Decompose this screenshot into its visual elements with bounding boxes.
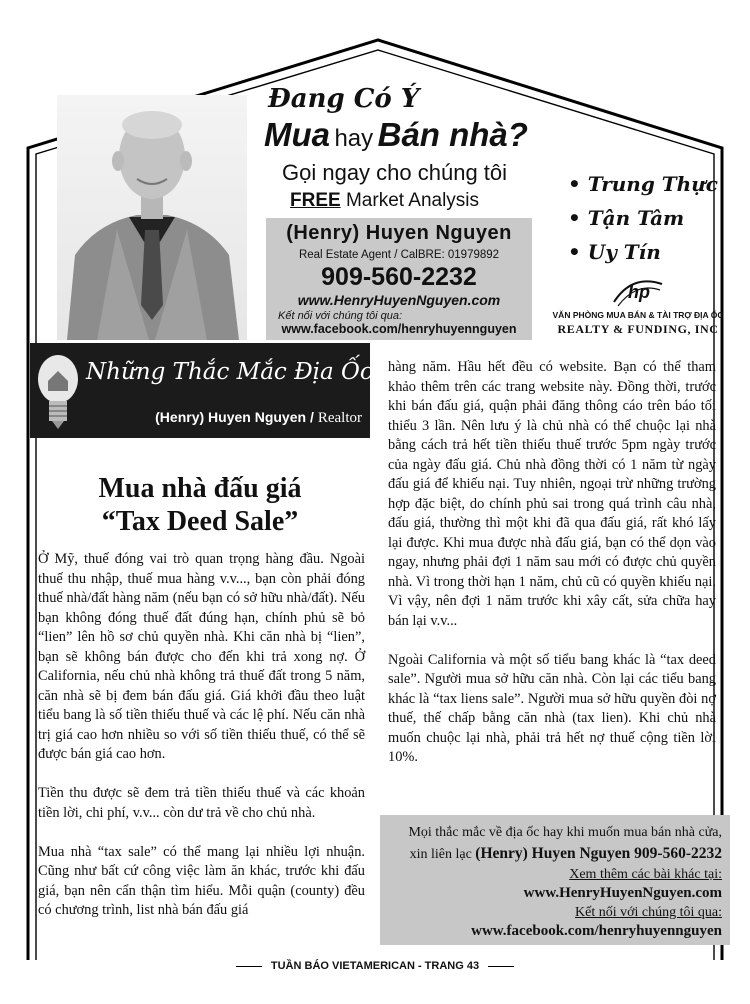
article-title-line2: “Tax Deed Sale”: [101, 506, 299, 537]
contact-prefix: xin liên lạc: [409, 847, 472, 862]
column-role: Realtor: [317, 410, 362, 426]
free-label: FREE: [290, 190, 341, 211]
agent-connect-label: Kết nối với chúng tôi qua:: [278, 310, 403, 322]
headline-ban: Bán nhà?: [377, 116, 528, 153]
call-text: Gọi ngay cho chúng tôi: [282, 160, 508, 185]
contact-line1: Mọi thắc mắc về địa ốc hay khi muốn mua bán nhà cửa,: [408, 825, 722, 840]
column-author: (Henry) Huyen Nguyen /: [155, 409, 314, 425]
contact-facebook[interactable]: www.facebook.com/henryhuyennguyen: [471, 923, 722, 939]
contact-website[interactable]: www.HenryHuyenNguyen.com: [523, 885, 722, 901]
contact-connect-label: Kết nối với chúng tôi qua:: [575, 905, 722, 920]
company-line1: VĂN PHÒNG MUA BÁN & TÀI TRỢ ĐỊA ỐC: [552, 310, 724, 320]
lightbulb-icon: [36, 351, 80, 431]
column-banner: [30, 343, 373, 438]
headline-mua: Mua: [264, 116, 330, 153]
contact-line2: [410, 845, 722, 863]
tagline: Đang Có Ý: [268, 84, 420, 114]
paragraph: Tiền thu được sẽ đem trả tiền thiếu thuế và các khoản tiền lời, chi phí, v.v... còn dư trả về cho chủ nhà.: [38, 785, 365, 821]
contact-box: [380, 815, 730, 945]
bullet-icon: •: [568, 240, 581, 264]
value-item: • Uy Tín: [568, 240, 661, 264]
value-item: • Tận Tâm: [568, 206, 685, 230]
column-byline: [155, 409, 362, 427]
agent-website[interactable]: www.HenryHuyenNguyen.com: [297, 292, 501, 308]
headline-hay: hay: [334, 125, 374, 152]
value-item: • Trung Thực: [568, 172, 718, 196]
paragraph: Mua nhà “tax sale” có thể mang lại nhiều lợi nhuận. Cũng như bất cứ công việc làm ăn khác, trước khi đấu giá, bạn nên cẩn thận tìm hiểu. Mỗi quận (county) đều có chương trình, list nhà bán đấu giá: [38, 843, 365, 918]
column-title: Những Thắc Mắc Địa Ốc: [86, 359, 373, 385]
agent-card: [266, 218, 532, 340]
contact-name-phone[interactable]: (Henry) Huyen Nguyen 909-560-2232: [475, 845, 722, 862]
footer-text: TUẦN BÁO VIETAMERICAN - TRANG 43: [270, 960, 480, 972]
paragraph: hàng năm. Hầu hết đều có website. Bạn có thể tham khảo thêm trên các trang website này. Đồng thời, trước khi bán đấu giá, quận phải đăng thông cáo trên báo tối thiểu 3 lần. Nên lưu ý là chủ nhà có thể chuộc lại nhà bằng cách trả hết tiền thiếu thuế trước 5pm ngày trước của ngày đấu giá. Chủ nhà đồng thời có 1 năm từ ngày đấu giá để khiếu nại. Tuy nhiên, ngoại trừ những trường hợp đặc biệt, do chính phủ sai trong quá trình câu nhà, đấu giá, thường thì một khi đã qua đấu giá, rất khó lấy lại được. Khi mua được nhà đấu giá, bạn có thể dọn vào ngay, nhưng phải đợi 1 năm sau mới có được chủ quyền nhà. Vì trong thời hạn 1 năm, chủ cũ có quyền khiếu nại. Vì vậy, nên đợi 1 năm trước khi xây cất, sửa chữa hay bán lại v.v...: [388, 359, 716, 629]
footer-rule-left: [236, 966, 262, 967]
logo-text: hp: [628, 282, 650, 302]
article-right-column: [388, 358, 716, 787]
free-analysis: [290, 190, 479, 212]
market-analysis: Market Analysis: [345, 190, 480, 211]
agent-photo: [57, 95, 247, 340]
agent-title: Real Estate Agent / CalBRE: 01979892: [298, 249, 500, 261]
page-footer: [0, 960, 750, 972]
company-logo: [612, 276, 664, 310]
contact-more-label: Xem thêm các bài khác tại:: [569, 867, 722, 882]
company-line2: REALTY & FUNDING, INC: [557, 322, 719, 336]
bullet-icon: •: [568, 172, 581, 196]
article-title-line1: Mua nhà đấu giá: [98, 473, 302, 504]
paragraph: Ở Mỹ, thuế đóng vai trò quan trọng hàng đầu. Ngoài thuế thu nhập, thuế mua hàng v.v..., bạn còn phải đóng thuế nhà/đất hàng năm (nếu bạn có sở hữu nhà/đất). Nếu bạn không đóng thuế đất đúng hạn, chính phủ sẽ bỏ “lien” lên hồ sơ chủ quyền nhà. Khi căn nhà bị “lien”, bạn sẽ không bán được cho đến khi trả xong nợ. Ở California, nếu chủ nhà không trả thuế đất trong 5 năm, căn nhà sẽ bị đem bán đấu giá. Giá khởi đầu theo luật tiểu bang là số tiền thiếu thuế và các lệ phí. Nếu căn nhà trị giá cao hơn nhiều so với số tiền thiếu thuế, có thể sẽ được bán giá cao hơn.: [38, 551, 365, 762]
agent-facebook[interactable]: www.facebook.com/henryhuyennguyen: [281, 322, 517, 336]
agent-portrait: [57, 95, 247, 340]
article-title: [30, 472, 370, 538]
headline: [264, 116, 528, 154]
agent-name: (Henry) Huyen Nguyen: [286, 222, 512, 244]
bullet-icon: •: [568, 206, 581, 230]
article-left-column: [38, 550, 365, 940]
footer-rule-right: [488, 966, 514, 967]
agent-phone[interactable]: 909-560-2232: [321, 263, 477, 291]
paragraph: Ngoài California và một số tiểu bang khác là “tax deed sale”. Người mua sở hữu căn nhà. Còn lại các tiểu bang khác là “tax liens sale”. Người mua sở hữu quyền đòi nợ thuế, thế chấp bằng căn nhà (tax lien). Khi chủ nhà muốn chuộc lại nhà, phải trả hết nợ thuế cộng tiền lời 10%.: [388, 651, 716, 765]
